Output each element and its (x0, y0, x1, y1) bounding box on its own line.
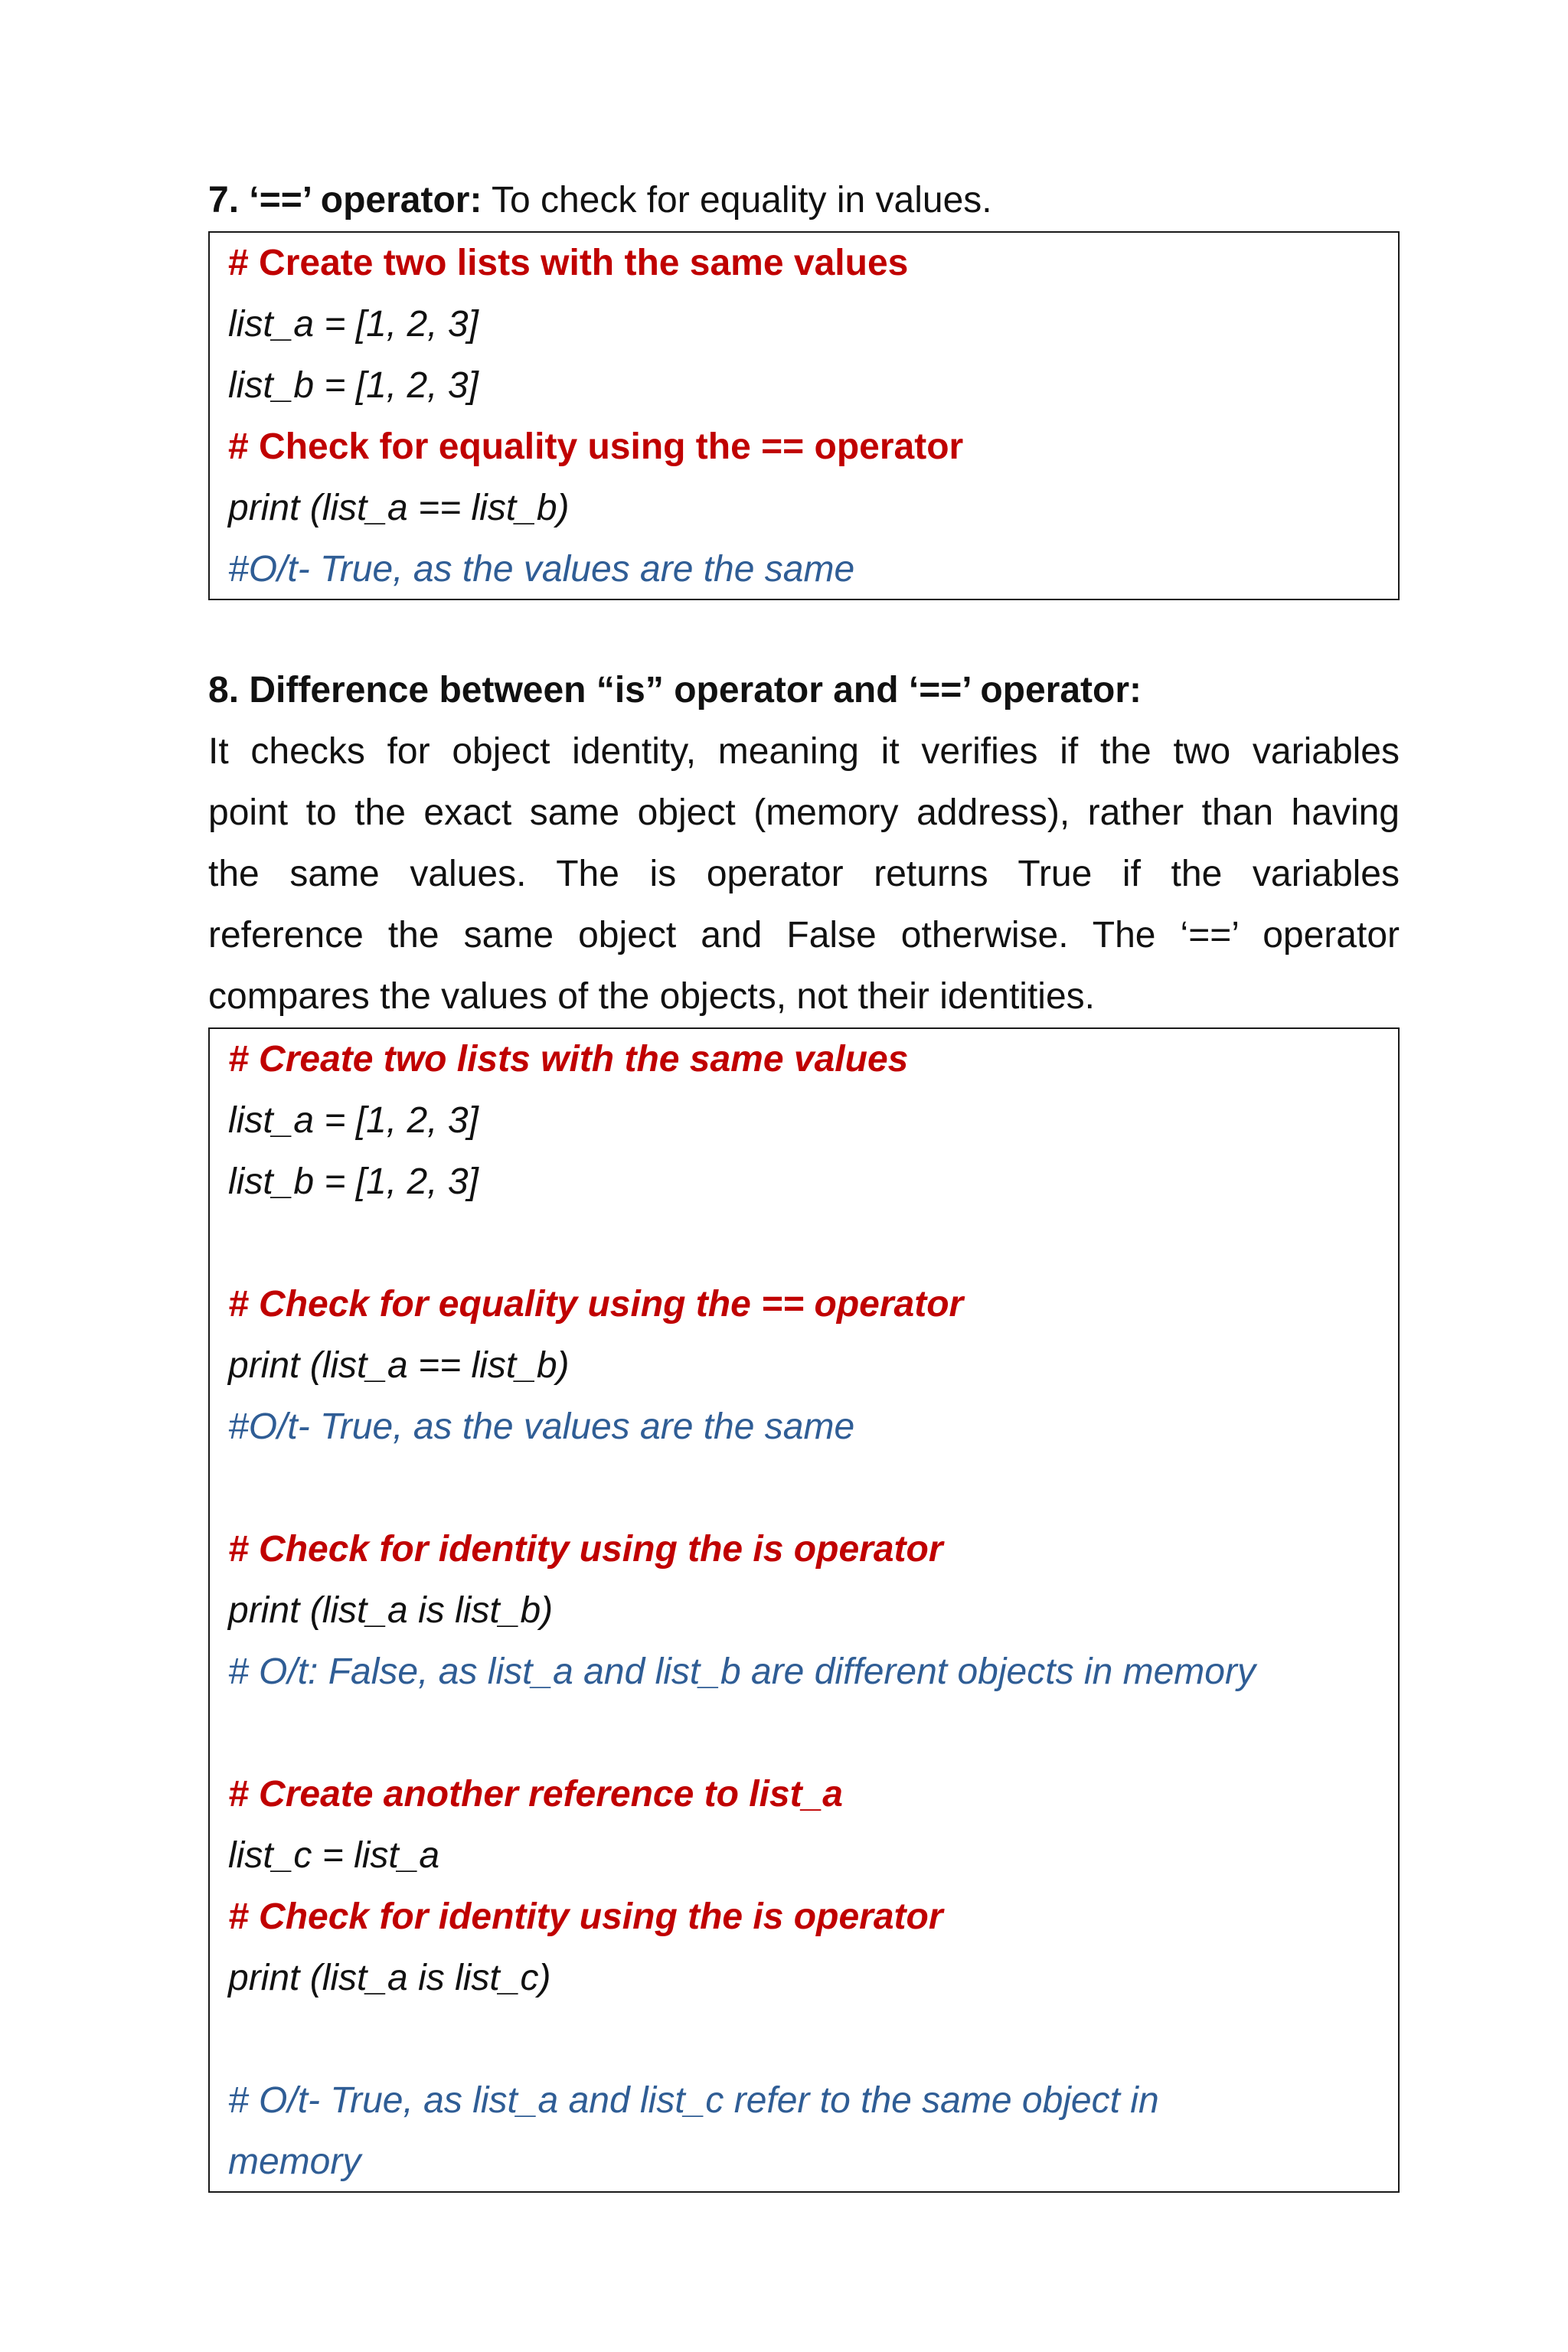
code-comment: # Check for equality using the == operator (228, 1284, 964, 1325)
section-7-code-box (208, 231, 1400, 600)
paragraph-line: compares the values of the objects, not their identities. (208, 976, 1095, 1017)
code-comment: # Create two lists with the same values (228, 1039, 909, 1080)
code-comment: # Create another reference to list_a (228, 1774, 843, 1815)
code-statement: print (list_a is list_c) (228, 1958, 551, 1998)
code-statement: list_a = [1, 2, 3] (228, 1100, 479, 1141)
blank-line (228, 1458, 1398, 1519)
code-comment: # Create two lists with the same values (228, 243, 909, 283)
section-7-heading (208, 170, 992, 231)
section-8-heading (208, 660, 1142, 721)
code-output-comment: #O/t- True, as the values are the same (228, 1406, 855, 1447)
code-output-comment: # O/t: False, as list_a and list_b are different objects in memory (228, 1651, 1256, 1692)
code-output-comment: memory (228, 2141, 361, 2182)
code-statement: list_b = [1, 2, 3] (228, 365, 479, 406)
code-statement: print (list_a == list_b) (228, 488, 570, 528)
section-8-heading-text: 8. Difference between “is” operator and ‘==’ operator: (208, 670, 1142, 710)
code-comment: # Check for identity using the is operator (228, 1529, 943, 1570)
code-statement: print (list_a == list_b) (228, 1345, 570, 1386)
blank-line (228, 1703, 1398, 1764)
paragraph-line: the same values. The is operator returns True if the variables (208, 854, 1400, 894)
paragraph-line: point to the exact same object (memory address), rather than having (208, 792, 1400, 833)
paragraph-line: It checks for object identity, meaning it verifies if the two variables (208, 731, 1400, 772)
code-statement: list_b = [1, 2, 3] (228, 1161, 479, 1202)
section-7-heading-bold: 7. ‘==’ operator: (208, 180, 482, 220)
code-output-comment: # O/t- True, as list_a and list_c refer to the same object in (228, 2080, 1159, 2121)
code-output-comment: #O/t- True, as the values are the same (228, 549, 855, 590)
code-statement: list_a = [1, 2, 3] (228, 304, 479, 345)
section-8-paragraph (208, 721, 1400, 1027)
code-comment: # Check for identity using the is operator (228, 1896, 943, 1937)
code-statement: list_c = list_a (228, 1835, 440, 1876)
blank-line (228, 1213, 1398, 1274)
section-7-heading-text: To check for equality in values. (482, 180, 992, 220)
section-8-code-box (208, 1027, 1400, 2193)
blank-line (228, 2009, 1398, 2070)
code-statement: print (list_a is list_b) (228, 1590, 554, 1631)
code-comment: # Check for equality using the == operator (228, 426, 964, 467)
paragraph-line: reference the same object and False otherwise. The ‘==’ operator (208, 915, 1400, 956)
